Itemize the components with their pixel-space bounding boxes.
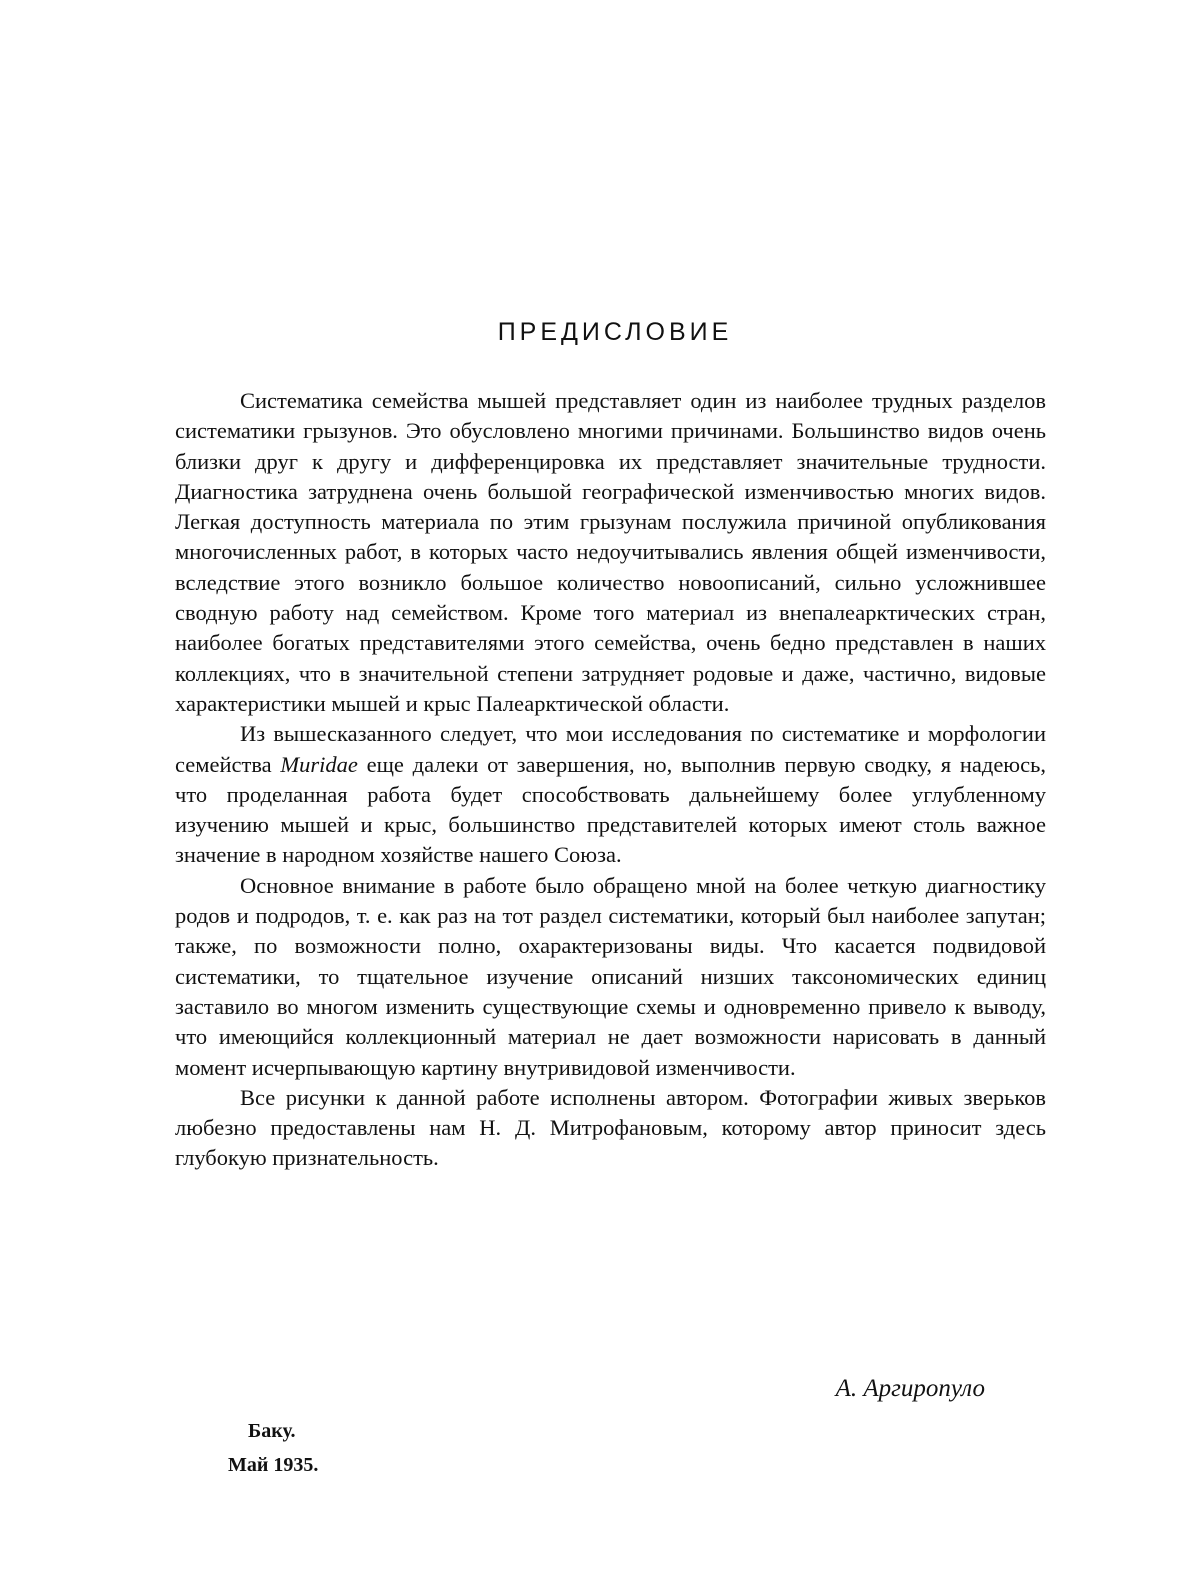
author-signature: А. Аргиропуло (835, 1375, 985, 1402)
paragraph-2 (175, 719, 1046, 870)
place-date-block (228, 1414, 318, 1482)
date: Май 1935. (228, 1454, 319, 1476)
place: Баку. (248, 1420, 296, 1442)
paragraph-2-end: еще далеки от завершения, но, выполнив первую сводку, я надеюсь, что проделанная работа будет способствовать дальнейшему более углубленному изучению мышей и крыс, большинство представителей которых имеют столь важное значение в народном хозяйстве нашего Союза. (175, 751, 1046, 868)
paragraph-4: Все рисунки к данной работе исполнены автором. Фотографии живых зверьков любезно предоставлены нам Н. Д. Митрофановым, которому автор приносит здесь глубокую признательность. (175, 1084, 1046, 1171)
paragraph-2-start: Из вышесказанного следует, что мои исследования по систематике и морфологии семейства (175, 721, 1046, 777)
paragraph-1: Систематика семейства мышей представляет один из наиболее трудных разделов систематики грызунов. Это обусловлено многими причинами. Большинство видов очень близки друг к другу и дифференцировка их представляет значительные трудности. Диагностика затруднена очень большой географической изменчивостью многих видов. Легкая доступность материала по этим грызунам послужила причиной опубликования многочисленных работ, в которых часто недоучитывались явления общей изменчивости, вследствие этого возникло большое количество новоописаний, сильно усложнившее сводную работу над семейством. Кроме того материал из внепалеарктических стран, наиболее богатых представителями этого семейства, очень бедно представлен в наших коллекциях, что в значительной степени затрудняет родовые и даже, частично, видовые характеристики мышей и крыс Палеарктической области. (175, 388, 1046, 716)
page-title: ПРЕДИСЛОВИЕ (497, 318, 733, 346)
taxon-name: Muridae (280, 751, 358, 777)
paragraph-3: Основное внимание в работе было обращено мной на более четкую диагностику родов и подродов, т. е. как раз на тот раздел систематики, который был наиболее запутан; также, по возможности полно, охарактеризованы виды. Что касается подвидовой систематики, то тщательное изучение описаний низших таксономических единиц заставило во многом изменить существующие схемы и одновременно привело к выводу, что имеющийся коллекционный материал не дает возможности нарисовать в данный момент исчерпывающую картину внутривидовой изменчивости. (175, 872, 1046, 1080)
preface-body (175, 386, 1046, 1174)
